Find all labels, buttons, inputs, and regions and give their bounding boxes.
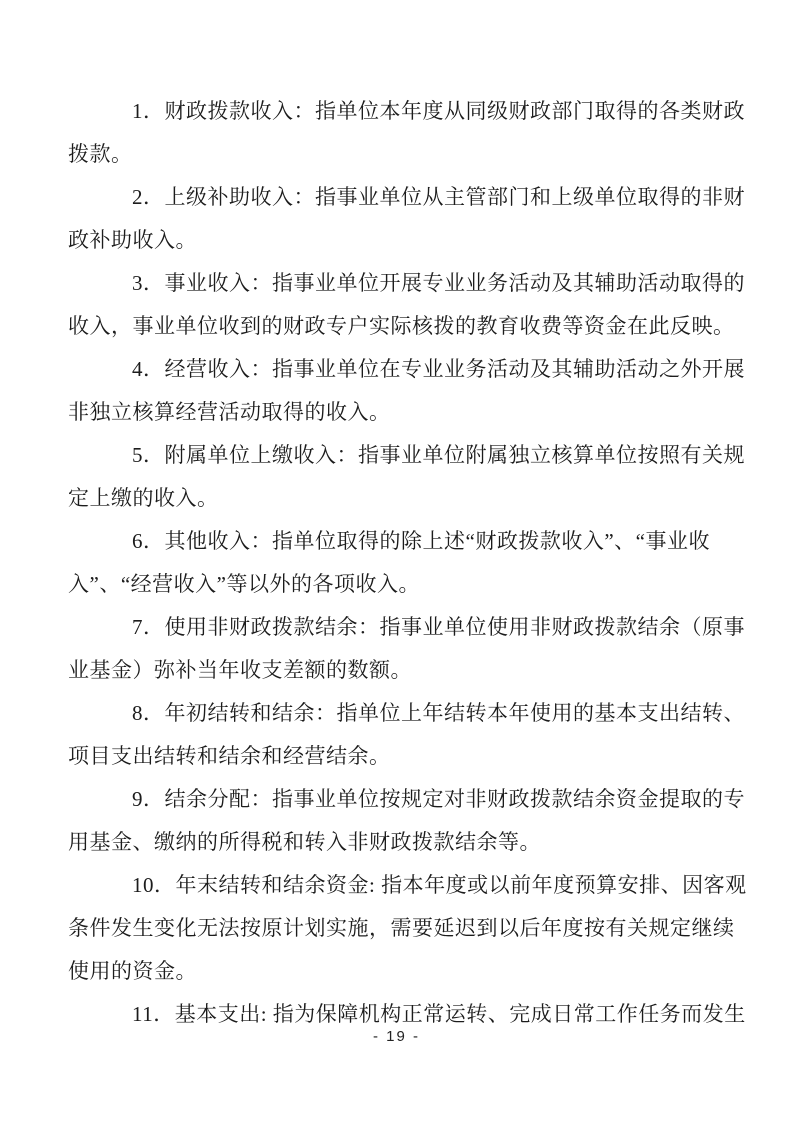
paragraph: [68, 606, 767, 692]
text-line: 8．年初结转和结余：指单位上年结转本年使用的基本支出结转、: [132, 701, 745, 725]
paragraph: [68, 864, 767, 993]
text-line: 入”、“经营收入”等以外的各项收入。: [68, 572, 420, 596]
text-line: 用基金、缴纳的所得税和转入非财政拨款结余等。: [68, 830, 541, 854]
text-line: 4．经营收入：指事业单位在专业业务活动及其辅助活动之外开展: [132, 357, 745, 381]
text-line: 条件发生变化无法按原计划实施，需要延迟到以后年度按有关规定继续: [68, 916, 735, 940]
paragraph: [68, 778, 767, 864]
text-line: 3．事业收入：指事业单位开展专业业务活动及其辅助活动取得的: [132, 271, 745, 295]
text-line: 非独立核算经营活动取得的收入。: [68, 400, 391, 424]
paragraph: [68, 348, 767, 434]
page-number: - 19 -: [372, 1028, 420, 1045]
page-footer: [0, 1028, 793, 1046]
text-line: 2．上级补助收入：指事业单位从主管部门和上级单位取得的非财: [132, 185, 745, 209]
text-line: 9．结余分配：指事业单位按规定对非财政拨款结余资金提取的专: [132, 787, 745, 811]
text-line: 7．使用非财政拨款结余：指事业单位使用非财政拨款结余（原事: [132, 615, 745, 639]
text-line: 使用的资金。: [68, 959, 197, 983]
text-line: 11．基本支出: 指为保障机构正常运转、完成日常工作任务而发生: [132, 1002, 746, 1026]
text-line: 业基金）弥补当年收支差额的数额。: [68, 658, 412, 682]
paragraph: [68, 90, 767, 176]
paragraph-list: [68, 90, 767, 1036]
paragraph: [68, 434, 767, 520]
paragraph: [68, 520, 767, 606]
text-line: 项目支出结转和结余和经营结余。: [68, 744, 391, 768]
paragraph: [68, 262, 767, 348]
paragraph: [68, 176, 767, 262]
text-line: 政补助收入。: [68, 228, 197, 252]
text-line: 10．年末结转和结余资金: 指本年度或以前年度预算安排、因客观: [132, 873, 747, 897]
text-line: 收入，事业单位收到的财政专户实际核拨的教育收费等资金在此反映。: [68, 314, 735, 338]
paragraph: [68, 692, 767, 778]
text-line: 5．附属单位上缴收入：指事业单位附属独立核算单位按照有关规: [132, 443, 745, 467]
text-line: 拨款。: [68, 142, 133, 166]
text-line: 6．其他收入：指单位取得的除上述“财政拨款收入”、“事业收: [132, 529, 710, 553]
text-line: 定上缴的收入。: [68, 486, 219, 510]
text-line: 1．财政拨款收入：指单位本年度从同级财政部门取得的各类财政: [132, 99, 745, 123]
